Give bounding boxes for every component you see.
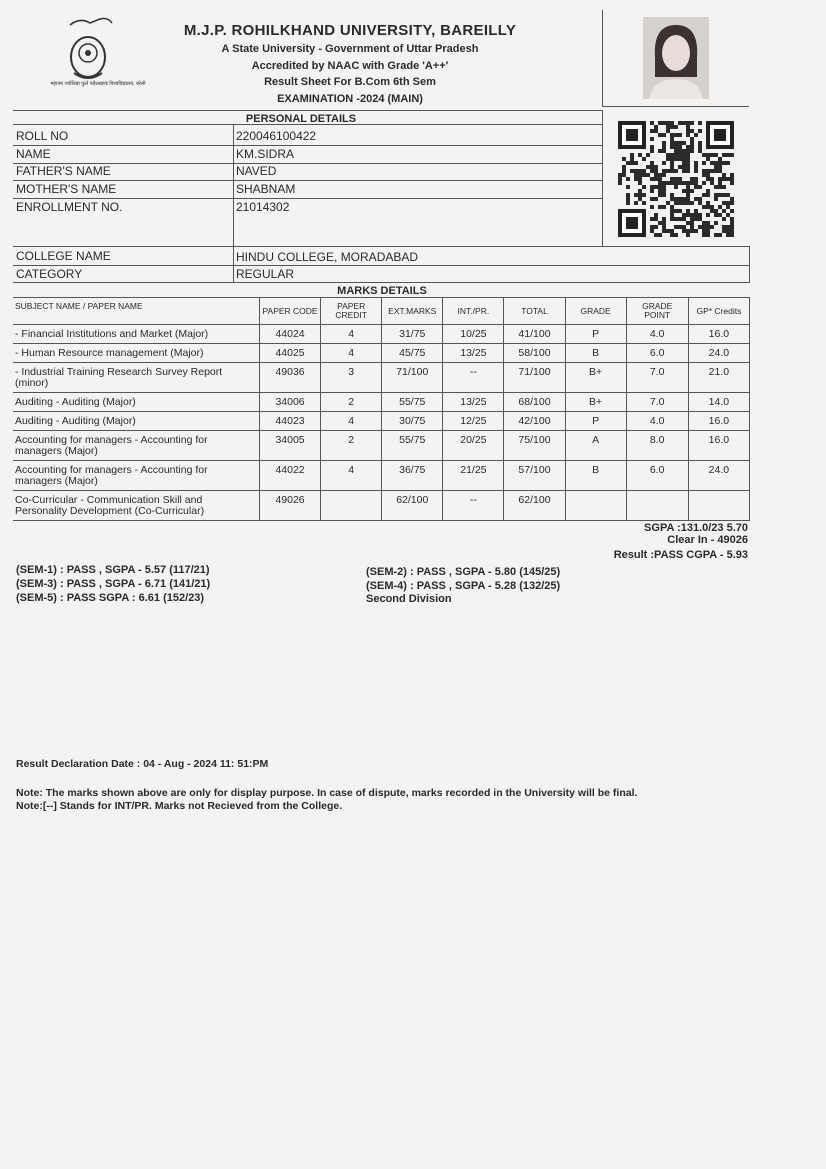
paper-credit: 2: [321, 431, 382, 461]
grade: [565, 491, 626, 521]
ext-marks: 55/75: [382, 431, 443, 461]
int-pr-note: Note:[--] Stands for INT/PR. Marks not Recieved from the College.: [16, 800, 343, 812]
grade-point: 7.0: [626, 393, 688, 412]
subject-name: - Industrial Training Research Survey Report (minor): [13, 363, 260, 393]
paper-code: 44022: [260, 461, 321, 491]
total-marks: 68/100: [504, 393, 565, 412]
ext-marks: 45/75: [382, 344, 443, 363]
col-paper-credit: PAPER CREDIT: [321, 298, 382, 325]
col-ext-marks: EXT.MARKS: [382, 298, 443, 325]
university-name: M.J.P. ROHILKHAND UNIVERSITY, BAREILLY: [183, 22, 517, 39]
col-subject: SUBJECT NAME / PAPER NAME: [13, 298, 260, 325]
table-row: [13, 325, 750, 344]
int-marks: --: [443, 491, 504, 521]
paper-code: 34005: [260, 431, 321, 461]
paper-credit: 4: [321, 344, 382, 363]
result-sheet-title: Result Sheet For B.Com 6th Sem: [264, 76, 436, 88]
int-marks: 20/25: [443, 431, 504, 461]
ext-marks: 30/75: [382, 412, 443, 431]
grade-point: 6.0: [626, 344, 688, 363]
table-row: [13, 412, 750, 431]
grade: B+: [565, 363, 626, 393]
gp-credits: 24.0: [688, 461, 749, 491]
int-marks: --: [443, 363, 504, 393]
ext-marks: 71/100: [382, 363, 443, 393]
int-marks: 12/25: [443, 412, 504, 431]
roll-no-label: ROLL NO: [16, 129, 69, 143]
result-cgpa: Result :PASS CGPA - 5.93: [613, 549, 748, 561]
table-row: [13, 491, 750, 521]
paper-code: 44025: [260, 344, 321, 363]
col-grade: GRADE: [565, 298, 626, 325]
subject-name: Auditing - Auditing (Major): [13, 393, 260, 412]
gp-credits: 21.0: [688, 363, 749, 393]
grade: P: [565, 325, 626, 344]
paper-credit: 2: [321, 393, 382, 412]
grade-point: 6.0: [626, 461, 688, 491]
paper-code: 34006: [260, 393, 321, 412]
name-value: KM.SIDRA: [236, 147, 295, 161]
father-name-value: NAVED: [236, 164, 277, 178]
int-marks: 13/25: [443, 393, 504, 412]
subject-name: Co-Curricular - Communication Skill and Personality Development (Co-Curricular): [13, 491, 260, 521]
grade: P: [565, 412, 626, 431]
paper-code: 44023: [260, 412, 321, 431]
paper-credit: [321, 491, 382, 521]
total-marks: 57/100: [504, 461, 565, 491]
subject-name: - Financial Institutions and Market (Major): [13, 325, 260, 344]
sem4-result: (SEM-4) : PASS , SGPA - 5.28 (132/25): [366, 580, 561, 592]
gp-credits: 16.0: [688, 325, 749, 344]
total-marks: 71/100: [504, 363, 565, 393]
ext-marks: 55/75: [382, 393, 443, 412]
gp-credits: 14.0: [688, 393, 749, 412]
mother-name-label: MOTHER'S NAME: [16, 182, 117, 196]
gp-credits: [688, 491, 749, 521]
paper-credit: 4: [321, 412, 382, 431]
total-marks: 75/100: [504, 431, 565, 461]
paper-credit: 4: [321, 461, 382, 491]
subject-name: Accounting for managers - Accounting for managers (Major): [13, 431, 260, 461]
enrollment-label: ENROLLMENT NO.: [16, 200, 123, 214]
paper-credit: 3: [321, 363, 382, 393]
marks-header-row: [13, 298, 750, 325]
ext-marks: 62/100: [382, 491, 443, 521]
roll-no-value: 220046100422: [236, 129, 317, 143]
personal-details-title: PERSONAL DETAILS: [245, 113, 357, 125]
category-value: REGULAR: [236, 267, 295, 281]
paper-code: 49036: [260, 363, 321, 393]
col-paper-code: PAPER CODE: [260, 298, 321, 325]
accreditation: Accredited by NAAC with Grade 'A++': [251, 60, 449, 72]
total-marks: 58/100: [504, 344, 565, 363]
name-label: NAME: [16, 147, 51, 161]
grade-point: [626, 491, 688, 521]
gp-credits: 16.0: [688, 412, 749, 431]
student-photo: [643, 17, 709, 99]
table-row: [13, 393, 750, 412]
enrollment-value: 21014302: [236, 200, 290, 214]
father-name-label: FATHER'S NAME: [16, 164, 111, 178]
subject-name: - Human Resource management (Major): [13, 344, 260, 363]
university-logo: [50, 15, 146, 95]
logo-caption: महात्मा ज्योतिबा फुले रुहेलखण्ड विश्वविद्यालय, बरेली: [50, 81, 146, 87]
marks-details-title: MARKS DETAILS: [337, 285, 427, 297]
category-label: CATEGORY: [16, 267, 83, 281]
ext-marks: 31/75: [382, 325, 443, 344]
subject-name: Accounting for managers - Accounting for managers (Major): [13, 461, 260, 491]
grade-point: 4.0: [626, 412, 688, 431]
mother-name-value: SHABNAM: [236, 182, 296, 196]
sem3-result: (SEM-3) : PASS , SGPA - 6.71 (141/21): [16, 578, 211, 590]
examination-title: EXAMINATION -2024 (MAIN): [277, 93, 423, 105]
int-marks: 10/25: [443, 325, 504, 344]
sgpa-summary: SGPA :131.0/23 5.70: [644, 522, 748, 534]
sem2-result: (SEM-2) : PASS , SGPA - 5.80 (145/25): [366, 566, 561, 578]
division: Second Division: [366, 593, 452, 605]
clear-in: Clear In - 49026: [667, 534, 748, 546]
table-row: [13, 363, 750, 393]
grade-point: 7.0: [626, 363, 688, 393]
grade-point: 4.0: [626, 325, 688, 344]
table-row: [13, 344, 750, 363]
marks-table: [13, 297, 750, 521]
sem1-result: (SEM-1) : PASS , SGPA - 5.57 (117/21): [16, 564, 210, 576]
int-marks: 21/25: [443, 461, 504, 491]
grade: B: [565, 461, 626, 491]
col-int-pr: INT./PR.: [443, 298, 504, 325]
grade: A: [565, 431, 626, 461]
college-value: HINDU COLLEGE, MORADABAD: [236, 250, 419, 264]
int-marks: 13/25: [443, 344, 504, 363]
grade: B: [565, 344, 626, 363]
total-marks: 42/100: [504, 412, 565, 431]
table-row: [13, 431, 750, 461]
ext-marks: 36/75: [382, 461, 443, 491]
table-row: [13, 461, 750, 491]
total-marks: 62/100: [504, 491, 565, 521]
sem5-result: (SEM-5) : PASS SGPA : 6.61 (152/23): [16, 592, 205, 604]
college-label: COLLEGE NAME: [16, 249, 111, 263]
col-total: TOTAL: [504, 298, 565, 325]
declaration-date: Result Declaration Date : 04 - Aug - 2024 11: 51:PM: [16, 758, 269, 770]
col-gp-credits: GP* Credits: [688, 298, 749, 325]
col-grade-point: GRADE POINT: [626, 298, 688, 325]
gp-credits: 16.0: [688, 431, 749, 461]
grade-point: 8.0: [626, 431, 688, 461]
paper-code: 44024: [260, 325, 321, 344]
university-status: A State University - Government of Uttar Pradesh: [221, 43, 479, 55]
display-note: Note: The marks shown above are only for display purpose. In case of dispute, marks recorded in the University will be final.: [16, 787, 638, 799]
gp-credits: 24.0: [688, 344, 749, 363]
paper-code: 49026: [260, 491, 321, 521]
total-marks: 41/100: [504, 325, 565, 344]
grade: B+: [565, 393, 626, 412]
subject-name: Auditing - Auditing (Major): [13, 412, 260, 431]
qr-code: [618, 121, 734, 237]
paper-credit: 4: [321, 325, 382, 344]
